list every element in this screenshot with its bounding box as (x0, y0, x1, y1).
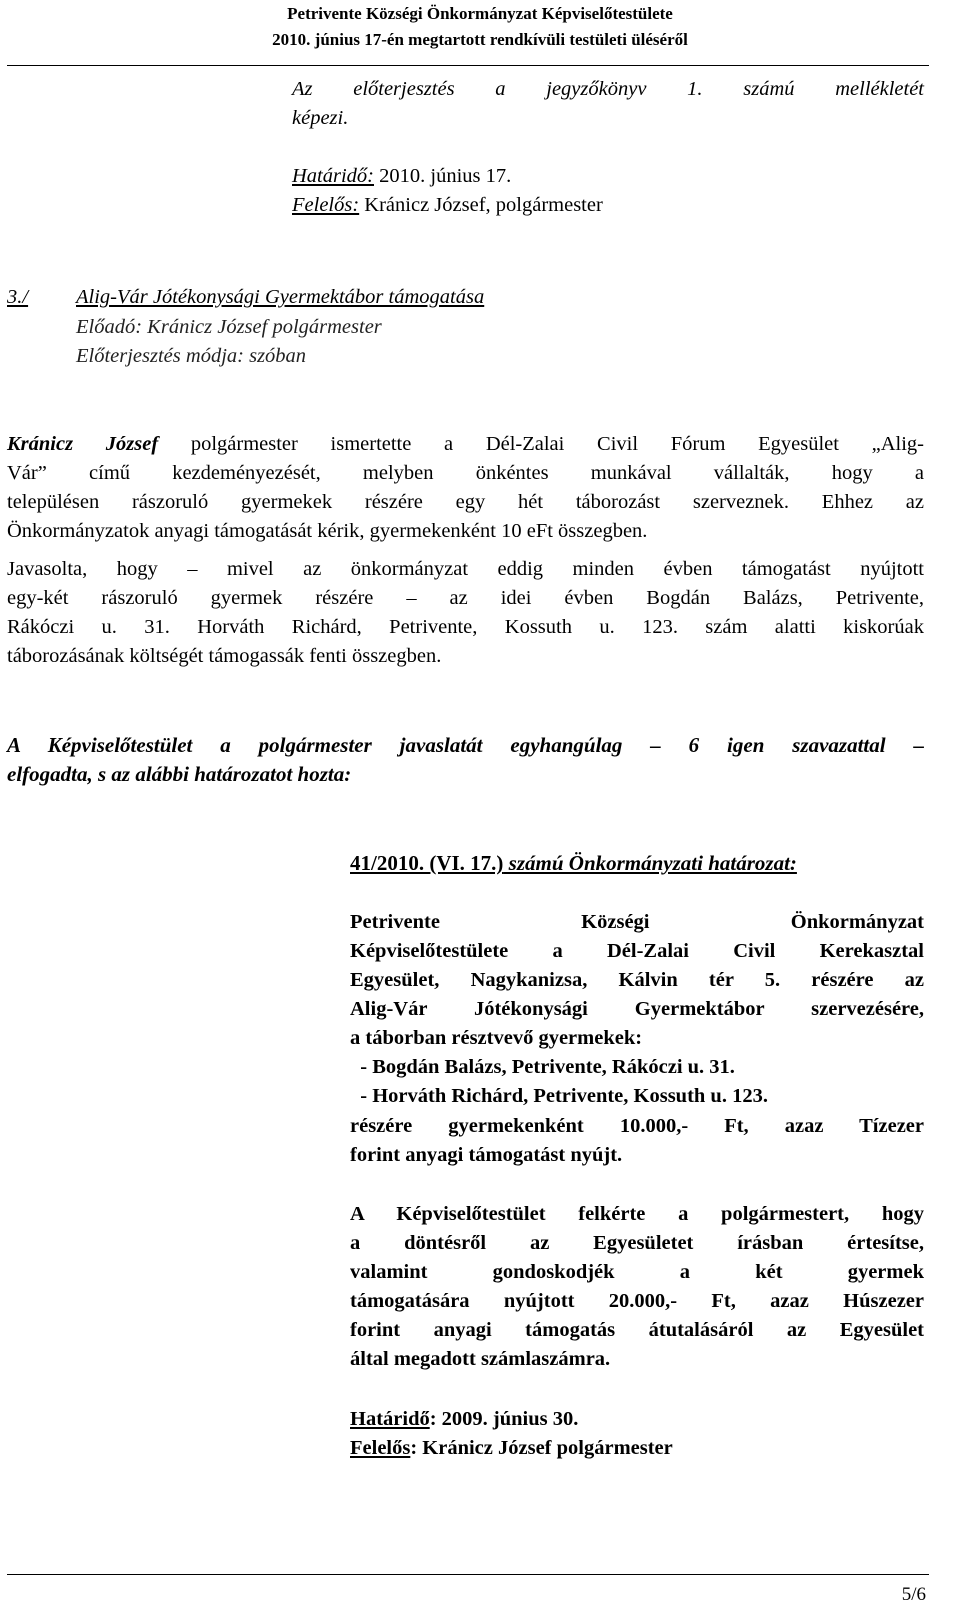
body-line-4: Önkormányzatok anyagi támogatását kérik, gyermekenként 10 eFt összegben. (7, 520, 648, 542)
vote-line-1: A Képviselőtestület a polgármester javaslatát egyhangúlag – 6 igen szavazattal – (7, 733, 924, 757)
resolution-title: számú Önkormányzati határozat: (503, 851, 797, 875)
resolution-responsible (350, 1434, 673, 1462)
page-number: 5/6 (901, 1584, 926, 1605)
footer-divider (7, 1574, 929, 1575)
resolution-child-2: - Horváth Richárd, Petrivente, Kossuth u. 123. (350, 1085, 768, 1107)
resolution-line-8: részére gyermekenként 10.000,- Ft, azaz Tízezer (350, 1115, 924, 1137)
request-line-4: támogatására nyújtott 20.000,- Ft, azaz Húszezer (350, 1290, 924, 1312)
header-title: Petrivente Községi Önkormányzat Képviselőtestülete (287, 4, 673, 23)
responsible-value: Kránicz József, polgármester (359, 194, 603, 216)
resolution-deadline-value: : 2009. június 30. (429, 1408, 579, 1430)
request-line-5: forint anyagi támogatás átutalásáról az Egyesület (350, 1319, 924, 1341)
request-line-1: A Képviselőtestület felkérte a polgármestert, hogy (350, 1203, 924, 1225)
resolution-number: 41/2010. (VI. 17.) (350, 851, 504, 875)
resolution-responsible-value: : Kránicz József polgármester (410, 1437, 673, 1459)
resolution-deadline (350, 1405, 578, 1433)
body-line-1: Kránicz József polgármester ismertette a Dél-Zalai Civil Fórum Egyesület „Alig- (7, 433, 924, 455)
responsible-line (292, 191, 603, 219)
body-line-2: Vár” című kezdeményezését, melyben önkéntes munkával vállalták, hogy a (7, 462, 924, 484)
header-subtitle: 2010. június 17-én megtartott rendkívüli testületi üléséről (272, 30, 688, 49)
resolution-line-2: Képviselőtestülete a Dél-Zalai Civil Kerekasztal (350, 940, 924, 962)
resolution-responsible-label: Felelős (350, 1437, 411, 1459)
body-line-8: táborozásának költségét támogassák fenti összegben. (7, 645, 442, 667)
agenda-item-title: Alig-Vár Jótékonysági Gyermektábor támogatása (76, 286, 485, 308)
resolution-line-4: Alig-Vár Jótékonysági Gyermektábor szervezésére, (350, 998, 924, 1020)
request-line-6: által megadott számlaszámra. (350, 1348, 611, 1370)
agenda-item-presenter: Előadó: Kránicz József polgármester (76, 316, 382, 338)
resolution-line-3: Egyesület, Nagykanizsa, Kálvin tér 5. részére az (350, 969, 924, 991)
body-line-5: Javasolta, hogy – mivel az önkormányzat eddig minden évben támogatást nyújtott (7, 558, 924, 580)
resolution-line-5: a táborban résztvevő gyermekek: (350, 1027, 643, 1049)
speaker-name: Kránicz József (7, 433, 159, 455)
resolution-line-9: forint anyagi támogatást nyújt. (350, 1144, 623, 1166)
resolution-deadline-label: Határidő (350, 1408, 430, 1430)
responsible-label: Felelős: (292, 194, 360, 216)
header-divider (7, 65, 929, 66)
deadline-line (292, 162, 511, 190)
body-line-6: egy-két rászoruló gyermek részére – az idei évben Bogdán Balázs, Petrivente, (7, 587, 924, 609)
agenda-item-number: 3./ (7, 286, 29, 308)
resolution-line-1: Petrivente Községi Önkormányzat (350, 911, 924, 933)
agenda-item-mode: Előterjesztés módja: szóban (76, 345, 307, 367)
resolution-child-1: - Bogdán Balázs, Petrivente, Rákóczi u. 31. (350, 1056, 735, 1078)
deadline-label: Határidő: (292, 165, 374, 187)
deadline-value: 2010. június 17. (374, 165, 512, 187)
body-line-3: településen rászoruló gyermekek részére egy hét táborozást szerveznek. Ehhez az (7, 491, 924, 513)
request-line-2: a döntésről az Egyesületet írásban értesítse, (350, 1232, 924, 1254)
body-line-7: Rákóczi u. 31. Horváth Richárd, Petrivente, Kossuth u. 123. szám alatti kiskorúak (7, 616, 924, 638)
request-line-3: valamint gondoskodjék a két gyermek (350, 1261, 924, 1283)
vote-line-2: elfogadta, s az alábbi határozatot hozta: (7, 762, 352, 786)
resolution-heading (350, 849, 797, 877)
attachment-note-line1: Az előterjesztés a jegyzőkönyv 1. számú mellékletét (292, 78, 924, 100)
attachment-note-line2: képezi. (292, 107, 349, 129)
